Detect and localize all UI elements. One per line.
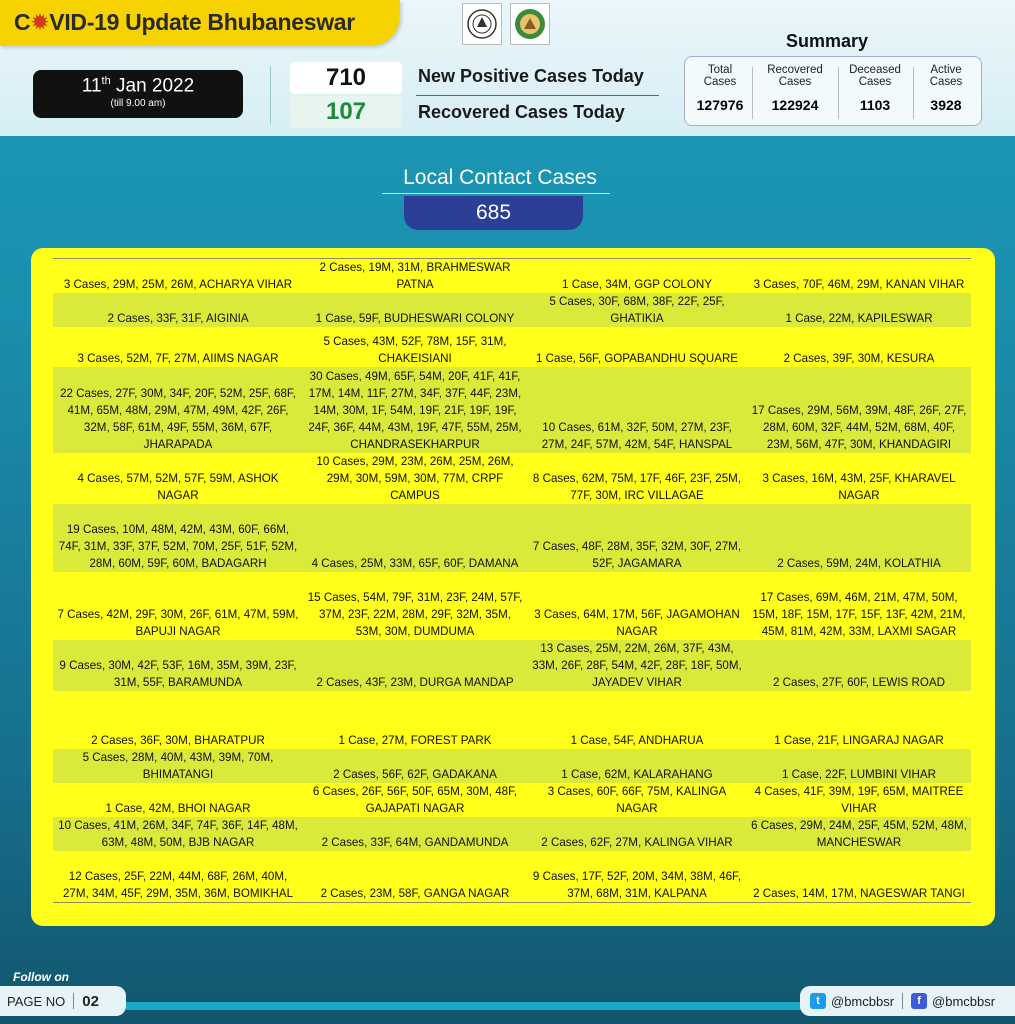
- summary-value: 127976: [696, 97, 744, 113]
- table-cell: 2 Cases, 36F, 30M, BHARATPUR: [91, 734, 265, 747]
- summary-deceased: [842, 64, 908, 113]
- table-cell: 8 Cases, 62M, 75M, 17F, 46F, 23F, 25M, 77F, 30M, IRC VILLAGAE: [532, 472, 742, 502]
- table-cell: 1 Case, 34M, GGP COLONY: [562, 278, 712, 291]
- table-cell: 3 Cases, 60F, 66F, 75M, KALINGA NAGAR: [547, 785, 727, 815]
- table-cell: 15 Cases, 54M, 79F, 31M, 23F, 24M, 57F, 37M, 23F, 22M, 28M, 29F, 32M, 35M, 53M, 30M, DUMDUMA: [307, 591, 523, 638]
- recovered-value: 107: [290, 96, 402, 128]
- social-links: [800, 986, 1015, 1016]
- table-cell: 22 Cases, 27F, 30M, 34F, 20F, 52M, 25F, 68F, 41M, 65M, 48M, 29M, 47M, 49M, 42F, 26F, 32M, 58F, 61M, 49F, 55M, 36M, 67F, JHARAPADA: [53, 367, 303, 453]
- summary-label: Total Cases: [703, 64, 737, 88]
- divider: [838, 67, 839, 119]
- summary-label: Deceased Cases: [849, 64, 901, 88]
- table-cell: 13 Cases, 25M, 22M, 26M, 37F, 43M, 33M, 26F, 28F, 54M, 42F, 28F, 18F, 50M, JAYADEV VIHAR: [527, 640, 747, 691]
- divider: [382, 193, 610, 194]
- table-cell: 4 Cases, 57M, 52M, 57F, 59M, ASHOK NAGAR: [77, 472, 279, 502]
- date-note: (till 9.00 am): [110, 98, 166, 110]
- bmc-logo-icon: [510, 3, 550, 45]
- summary-label: Active Cases: [929, 64, 963, 88]
- facebook-icon[interactable]: f: [911, 993, 927, 1009]
- title-tab: [0, 0, 400, 46]
- local-contact-count: 685: [404, 196, 583, 230]
- summary-value: 1103: [859, 97, 891, 113]
- divider: [416, 95, 659, 96]
- cases-table-wrapper: [53, 258, 971, 903]
- table-cell: 2 Cases, 56F, 62F, GADAKANA: [303, 749, 527, 783]
- table-cell: 2 Cases, 19M, 31M, BRAHMESWAR PATNA: [319, 261, 511, 291]
- cases-table: [53, 259, 971, 903]
- table-cell: 30 Cases, 49M, 65F, 54M, 20F, 41F, 41F, 17M, 14M, 11F, 27M, 34F, 37F, 44F, 23M, 14M, 30M, 1F, 54M, 19F, 21F, 19F, 19F, 24F, 36F, 44M, 43M, 19F, 47F, 55M, 25M, CHANDRASEKHARPUR: [303, 367, 527, 453]
- twitter-icon[interactable]: t: [810, 993, 826, 1009]
- divider: [73, 993, 74, 1009]
- virus-icon: ✹: [30, 9, 50, 35]
- follow-label: Follow on: [13, 970, 69, 984]
- table-row: [53, 817, 971, 851]
- table-cell: 1 Case, 42M, BHOI NAGAR: [105, 802, 251, 815]
- table-row: [53, 367, 971, 453]
- table-cell: 2 Cases, 43F, 23M, DURGA MANDAP: [303, 640, 527, 691]
- page-number: 02: [82, 992, 99, 1010]
- table-cell: 1 Case, 59F, BUDHESWARI COLONY: [303, 293, 527, 327]
- new-positive-value: 710: [290, 62, 402, 94]
- divider: [902, 993, 903, 1009]
- footer-bar: [126, 1002, 806, 1010]
- table-cell: 1 Case, 21F, LINGARAJ NAGAR: [774, 734, 944, 747]
- twitter-handle[interactable]: @bmcbbsr: [831, 993, 895, 1009]
- divider: [752, 67, 753, 119]
- table-cell: 3 Cases, 64M, 17M, 56F, JAGAMOHAN NAGAR: [534, 608, 740, 638]
- summary-active: [917, 64, 975, 113]
- table-cell: 1 Case, 22F, LUMBINI VIHAR: [747, 749, 971, 783]
- table-cell: 1 Case, 27M, FOREST PARK: [338, 734, 492, 747]
- table-cell: 2 Cases, 62F, 27M, KALINGA VIHAR: [527, 817, 747, 851]
- table-cell: 4 Cases, 41F, 39M, 19F, 65M, MAITREE VIHAR: [754, 785, 964, 815]
- table-row: [53, 783, 971, 817]
- table-cell: 6 Cases, 29M, 24M, 25F, 45M, 52M, 48M, MANCHESWAR: [747, 817, 971, 851]
- table-row: [53, 851, 971, 902]
- table-cell: 1 Case, 22M, KAPILESWAR: [747, 293, 971, 327]
- table-cell: 10 Cases, 41M, 26M, 34F, 74F, 36F, 14F, 48M, 63M, 48M, 50M, BJB NAGAR: [53, 817, 303, 851]
- summary-total: [691, 64, 749, 113]
- divider: [270, 66, 271, 124]
- table-cell: 17 Cases, 69M, 46M, 21M, 47M, 50M, 15M, 18F, 15M, 17F, 15F, 13F, 42M, 21M, 45M, 81M, 42M, 33M, LAXMI SAGAR: [752, 591, 966, 638]
- report-date: 11th Jan 2022: [81, 75, 195, 97]
- table-cell: 2 Cases, 59M, 24M, KOLATHIA: [747, 504, 971, 572]
- table-cell: 2 Cases, 33F, 31F, AIGINIA: [53, 293, 303, 327]
- page-title: C✹VID-19 Update Bhubaneswar: [14, 9, 355, 35]
- table-cell: 10 Cases, 61M, 32F, 50M, 27M, 23F, 27M, 24F, 57M, 42M, 54F, HANSPAL: [527, 367, 747, 453]
- table-cell: 12 Cases, 25F, 22M, 44M, 68F, 26M, 40M, 27M, 34M, 45F, 29M, 35M, 36M, BOMIKHAL: [53, 851, 303, 902]
- recovered-label: Recovered Cases Today: [418, 102, 625, 122]
- table-cell: 2 Cases, 23M, 58F, GANGA NAGAR: [303, 851, 527, 902]
- table-cell: 7 Cases, 42M, 29F, 30M, 26F, 61M, 47M, 59M, BAPUJI NAGAR: [57, 608, 299, 638]
- new-positive-label: New Positive Cases Today: [418, 66, 644, 86]
- table-cell: 7 Cases, 48F, 28M, 35F, 32M, 30F, 27M, 52F, JAGAMARA: [527, 504, 747, 572]
- summary-box: [684, 56, 982, 126]
- page-indicator: [0, 986, 126, 1016]
- table-cell: 9 Cases, 17F, 52F, 20M, 34M, 38M, 46F, 37M, 68M, 31M, KALPANA: [527, 851, 747, 902]
- header-band: [0, 0, 1015, 136]
- table-cell: 1 Case, 56F, GOPABANDHU SQUARE: [535, 352, 739, 365]
- table-cell: 3 Cases, 16M, 43M, 25F, KHARAVEL NAGAR: [762, 472, 956, 502]
- table-row: [53, 749, 971, 783]
- table-cell: 1 Case, 54F, ANDHARUA: [570, 734, 704, 747]
- table-cell: 5 Cases, 43M, 52F, 78M, 15F, 31M, CHAKEISIANI: [323, 335, 507, 365]
- table-row: [53, 572, 971, 640]
- table-cell: 3 Cases, 52M, 7F, 27M, AIIMS NAGAR: [77, 352, 279, 365]
- table-cell: 19 Cases, 10M, 48M, 42M, 43M, 60F, 66M, 74F, 31M, 33F, 37F, 52M, 70M, 25F, 51F, 52M, 28M, 60M, 59F, 60M, BADAGARH: [53, 504, 303, 572]
- date-box: [33, 70, 243, 118]
- table-cell: 17 Cases, 29M, 56M, 39M, 48F, 26F, 27F, 28M, 60M, 32F, 44M, 52M, 68M, 40F, 23M, 56M, 47F, 30M, KHANDAGIRI: [747, 367, 971, 453]
- table-row: [53, 691, 971, 749]
- summary-value: 3928: [930, 97, 962, 113]
- facebook-handle[interactable]: @bmcbbsr: [932, 993, 996, 1009]
- divider: [913, 67, 914, 119]
- table-row: [53, 327, 971, 367]
- table-cell: 1 Case, 62M, KALARAHANG: [527, 749, 747, 783]
- table-row: [53, 293, 971, 327]
- summary-label: Recovered Cases: [767, 64, 823, 88]
- local-contact-title: Local Contact Cases: [403, 166, 597, 189]
- table-row: [53, 504, 971, 572]
- summary-value: 122924: [771, 97, 819, 113]
- page-label: PAGE NO: [7, 993, 66, 1009]
- table-cell: 10 Cases, 29M, 23M, 26M, 25M, 26M, 29M, 30M, 59M, 30M, 77M, CRPF CAMPUS: [316, 455, 514, 502]
- table-cell: 2 Cases, 14M, 17M, NAGESWAR TANGI: [747, 851, 971, 902]
- table-cell: 2 Cases, 33F, 64M, GANDAMUNDA: [303, 817, 527, 851]
- cases-panel: [31, 248, 995, 926]
- table-cell: 9 Cases, 30M, 42F, 53F, 16M, 35M, 39M, 23F, 31M, 55F, BARAMUNDA: [53, 640, 303, 691]
- summary-recovered: [757, 64, 833, 113]
- table-row: [53, 640, 971, 691]
- table-cell: 3 Cases, 29M, 25M, 26M, ACHARYA VIHAR: [63, 278, 293, 291]
- table-row: [53, 453, 971, 504]
- emblem-icon: [462, 3, 502, 45]
- table-cell: 3 Cases, 70F, 46M, 29M, KANAN VIHAR: [753, 278, 965, 291]
- table-cell: 2 Cases, 27F, 60F, LEWIS ROAD: [747, 640, 971, 691]
- table-cell: 5 Cases, 30F, 68M, 38F, 22F, 25F, GHATIKIA: [527, 293, 747, 327]
- table-row: [53, 259, 971, 293]
- table-cell: 6 Cases, 26F, 56F, 50F, 65M, 30M, 48F, GAJAPATI NAGAR: [312, 785, 518, 815]
- table-cell: 4 Cases, 25M, 33M, 65F, 60F, DAMANA: [303, 504, 527, 572]
- table-cell: 5 Cases, 28M, 40M, 43M, 39M, 70M, BHIMATANGI: [53, 749, 303, 783]
- table-cell: 2 Cases, 39F, 30M, KESURA: [783, 352, 935, 365]
- summary-title: Summary: [786, 31, 869, 51]
